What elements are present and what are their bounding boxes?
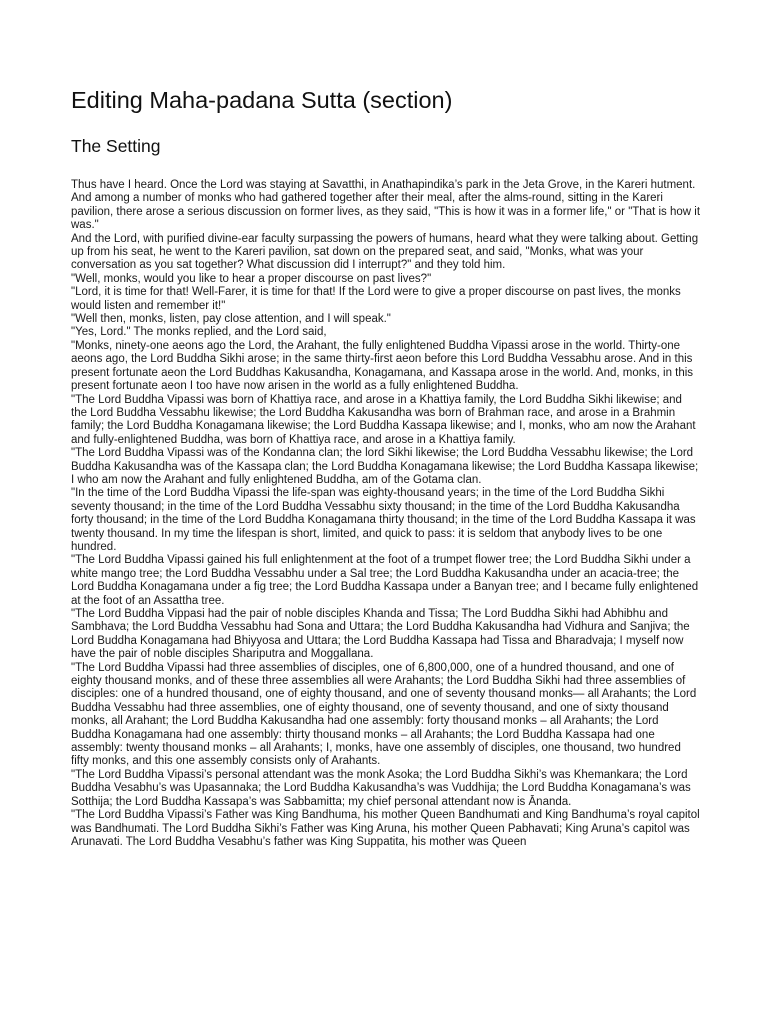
paragraph: "The Lord Buddha Vipassi’s Father was King Bandhuma, his mother Queen Bandhumati and King Bandhuma’s royal capitol was Bandhumati. The Lord Buddha Sikhi’s Father was King Aruna, his mother Queen Pabhavati; King Aruna’s capitol was Arunavati. The Lord Buddha Vesabhu’s father was King Suppatita, his mother was Queen	[71, 809, 700, 848]
paragraph: "The Lord Buddha Vipassi had three assemblies of disciples, one of 6,800,000, one of a hundred thousand, and one of eighty thousand monks, and of these three assemblies all were Arahants; the Lord Buddha Sikhi had three assemblies of disciples: one of a hundred thousand, one of eighty thousand, and one of seventy thousand monks— all Arahants; the Lord Buddha Vessabhu had three assemblies, one of eighty thousand, one of seventy thousand, and one of sixty thousand monks, all Arahant; the Lord Buddha Kakusandha had one assembly: forty thousand monks – all Arahants; the Lord Buddha Konagamana had one assembly: thirty thousand monks – all Arahants; the Lord Buddha Kassapa had one assembly: twenty thousand monks – all Arahants; I, monks, have one assembly of disciples, one thousand, two hundred fifty monks, and this one assembly consists only of Arahants.	[71, 661, 697, 768]
section-heading: The Setting	[71, 136, 161, 156]
paragraph: "Monks, ninety-one aeons ago the Lord, the Arahant, the fully enlightened Buddha Vipassi arose in the world. Thirty-one aeons ago, the Lord Buddha Sikhi arose; in the same thirty-first aeon before this Lord Buddha Vessabhu arose. And in this present fortunate aeon the Lord Buddhas Kakusandha, Konagamana, and Kassapa arose in the world. And, monks, in this present fortunate aeon I too have now arisen in the world as a fully enlightened Buddha.	[71, 339, 694, 393]
paragraph: "Well then, monks, listen, pay close attention, and I will speak."	[71, 313, 391, 326]
paragraph: "In the time of the Lord Buddha Vipassi the life-span was eighty-thousand years; in the time of the Lord Buddha Sikhi seventy thousand; in the time of the Lord Buddha Vessabhu sixty thousand; in the time of the Lord Buddha Kakusandha forty thousand; in the time of the Lord Buddha Konagamana thirty thousand; in the time of the Lord Buddha Kassapa it was twenty thousand. In my time the lifespan is short, limited, and quick to pass: it is seldom that anybody lives to be one hundred.	[71, 487, 696, 553]
paragraph: Thus have I heard. Once the Lord was staying at Savatthi, in Anathapindika’s park in the Jeta Grove, in the Kareri hutment. And among a number of monks who had gathered together after their meal, after the alms-round, sitting in the Kareri pavilion, there arose a serious discussion on former lives, as they said, "This is how it was in a former life," or "That is how it was."	[71, 179, 701, 232]
paragraph: "The Lord Buddha Vippasi had the pair of noble disciples Khanda and Tissa; The Lord Buddha Sikhi had Abhibhu and Sambhava; the Lord Buddha Vessabhu had Sona and Uttara; the Lord Buddha Kakusandha had Vidhura and Sanjiva; the Lord Buddha Konagamana had Bhiyyosa and Uttara; the Lord Buddha Kassapa had Tissa and Bharadvaja; I myself now have the pair of noble disciples Shariputra and Moggallana.	[71, 608, 690, 661]
document-body	[71, 179, 701, 849]
paragraph: "The Lord Buddha Vipassi was of the Kondanna clan; the lord Sikhi likewise; the Lord Buddha Vessabhu likewise; the Lord Buddha Kakusandha was of the Kassapa clan; the Lord Buddha Konagamana likewise; the Lord Buddha Kassapa likewise; I who am now the Arahant and fully enlightened Buddha, am of the Gotama clan.	[71, 447, 699, 486]
paragraph: "Yes, Lord." The monks replied, and the Lord said,	[71, 326, 327, 339]
paragraph: "Lord, it is time for that! Well-Farer, it is time for that! If the Lord were to give a proper discourse on past lives, the monks would listen and remember it!"	[71, 286, 681, 312]
document-title: Editing Maha-padana Sutta (section)	[71, 87, 453, 113]
paragraph: "The Lord Buddha Vipassi was born of Khattiya race, and arose in a Khattiya family, the Lord Buddha Sikhi likewise; and the Lord Buddha Vessabhu likewise; the Lord Buddha Kakusandha was born of Brahman race, and arose in a Brahmin family; the Lord Buddha Konagamana likewise; the Lord Buddha Kassapa likewise; and I, monks, who am now the Arahant and fully-enlightened Buddha, was born of Khattiya race, and arose in a Khattiya family.	[71, 393, 696, 446]
paragraph: "Well, monks, would you like to hear a proper discourse on past lives?"	[71, 272, 432, 285]
paragraph: "The Lord Buddha Vipassi gained his full enlightenment at the foot of a trumpet flower tree; the Lord Buddha Sikhi under a white mango tree; the Lord Buddha Vessabhu under a Sal tree; the Lord Buddha Kakusandha under an acacia-tree; the Lord Buddha Konagamana under a fig tree; the Lord Buddha Kassapa under a Banyan tree; and I became fully enlightened at the foot of an Assattha tree.	[71, 554, 699, 607]
paragraph: "The Lord Buddha Vipassi’s personal attendant was the monk Asoka; the Lord Buddha Sikhi’s was Khemankara; the Lord Buddha Vesabhu’s was Upasannaka; the Lord Buddha Kakusandha’s was Vuddhija; the Lord Buddha Konagamana’s was Sotthija; the Lord Buddha Kassapa’s was Sabbamitta; my chief personal attendant now is Ānanda.	[71, 768, 691, 808]
paragraph: And the Lord, with purified divine-ear faculty surpassing the powers of humans, heard what they were talking about. Getting up from his seat, he went to the Kareri pavilion, sat down on the prepared seat, and said, "Monks, what was your conversation as you sat together? What discussion did I interrupt?" and they told him.	[71, 232, 699, 272]
